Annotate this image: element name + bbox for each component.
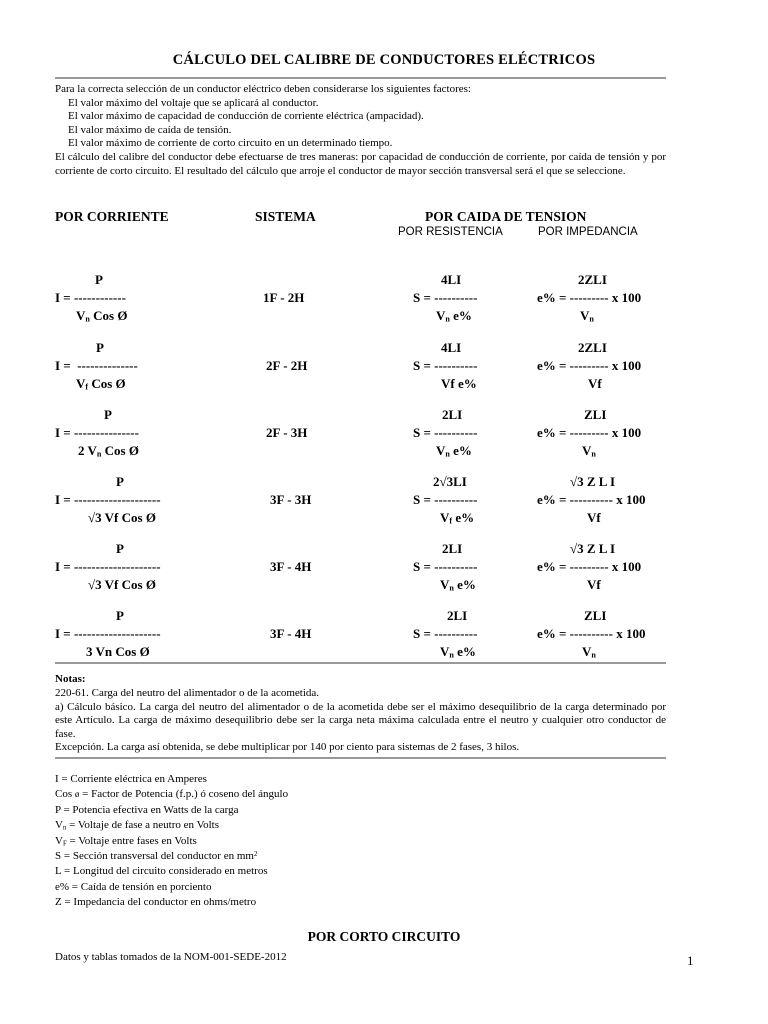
note-line: 220-61. Carga del neutro del alimentador o de la acometida.: [55, 687, 320, 699]
divider-definitions: [55, 757, 666, 759]
sistema-label: 3F - 4H: [270, 559, 312, 574]
resistance-formula-denominator: $V_n$ e%: [436, 308, 472, 324]
impedance-formula-numerator: ZLI: [584, 407, 607, 422]
notes-title: Notas:: [55, 673, 86, 685]
impedance-formula-denominator: Vf: [587, 577, 601, 592]
definition-item: e% = Caída de tensión en porciento: [55, 880, 212, 893]
current-formula-denominator: √3 Vf Cos Ø: [88, 510, 156, 525]
impedance-formula-numerator: √3 Z L I: [570, 541, 616, 556]
resistance-formula-line: S = ----------: [413, 358, 478, 373]
current-formula-line: I = --------------------: [55, 559, 161, 574]
impedance-formula-numerator: ZLI: [584, 608, 607, 623]
resistance-formula-numerator: 4LI: [441, 340, 462, 355]
intro-closing: El cálculo del calibre del conductor debe efectuarse de tres maneras: por capacidad de conducción de corriente, por caída de tensión y por corriente de corto circuito. El resultado del cálculo que arroje el conductor de mayor sección transversal será el que se seleccione.: [55, 150, 666, 177]
intro-section: [55, 83, 666, 178]
resistance-formula-line: S = ----------: [413, 559, 478, 574]
resistance-formula-line: S = ----------: [413, 492, 478, 507]
subheader-por-impedancia: POR IMPEDANCIA: [538, 226, 638, 238]
resistance-formula-denominator: $V_n$ e%: [436, 443, 472, 459]
resistance-formula-numerator: 2LI: [442, 407, 463, 422]
impedance-formula-line: e% = --------- x 100: [537, 559, 642, 574]
current-formula-denominator: 3 Vn Cos Ø: [86, 644, 150, 659]
note-line: Excepción. La carga así obtenida, se debe multiplicar por 140 por ciento para sistemas de 2 fases, 3 hilos.: [55, 741, 520, 754]
current-formula-numerator: P: [104, 407, 112, 422]
resistance-formula-numerator: 4LI: [441, 272, 462, 287]
definition-item: $V_F$ = Voltaje entre fases en Volts: [55, 834, 197, 847]
current-formula-denominator: 2 $V_n$ Cos Ø: [78, 443, 139, 459]
factor-item: El valor máximo de corriente de corto circuito en un determinado tiempo.: [68, 137, 393, 150]
sistema-label: 1F - 2H: [263, 290, 305, 305]
resistance-formula-denominator: $V_n$ e%: [440, 644, 476, 660]
resistance-formula-line: S = ----------: [413, 290, 478, 305]
definition-item: I = Corriente eléctrica en Amperes: [55, 773, 207, 785]
factor-item: El valor máximo del voltaje que se aplicará al conductor.: [68, 96, 319, 109]
sistema-label: 2F - 3H: [266, 425, 308, 440]
definition-item: S = Sección transversal del conductor en $mm^2$: [55, 850, 258, 863]
definition-item: Cos ø = Factor de Potencia (f.p.) ó coseno del ángulo: [55, 788, 289, 801]
current-formula-denominator: $V_f$ Cos Ø: [76, 376, 126, 392]
intro-lead: Para la correcta selección de un conductor eléctrico deben considerarse los siguientes factores:: [55, 83, 471, 95]
factor-item: El valor máximo de caída de tensión.: [68, 123, 232, 136]
impedance-formula-numerator: 2ZLI: [578, 340, 607, 355]
header-sistema: SISTEMA: [255, 209, 316, 224]
subheader-por-resistencia: POR RESISTENCIA: [398, 226, 503, 238]
definition-item: P = Potencia efectiva en Watts de la carga: [55, 803, 239, 816]
current-formula-numerator: P: [116, 608, 124, 623]
page-number: 1: [687, 953, 694, 968]
current-formula-numerator: P: [95, 272, 103, 287]
resistance-formula-line: S = ----------: [413, 626, 478, 641]
resistance-formula-numerator: 2√3LI: [433, 474, 467, 489]
current-formula-line: I = --------------: [55, 358, 138, 373]
impedance-formula-line: e% = --------- x 100: [537, 358, 642, 373]
definitions-list: [55, 772, 288, 911]
impedance-formula-denominator: Vf: [587, 510, 601, 525]
phi-symbol: ø: [74, 789, 80, 800]
current-formula-line: I = --------------------: [55, 626, 161, 641]
divider-top: [55, 77, 666, 79]
resistance-formula-denominator: Vf e%: [441, 376, 477, 391]
current-formula-numerator: P: [116, 541, 124, 556]
current-formula-numerator: P: [116, 474, 124, 489]
sistema-label: 3F - 3H: [270, 492, 312, 507]
resistance-formula-denominator: $V_f$ e%: [440, 510, 475, 526]
section-por-corto-circuito: POR CORTO CIRCUITO: [307, 929, 461, 944]
current-formula-line: I = ---------------: [55, 425, 139, 440]
sistema-label: 2F - 2H: [266, 358, 308, 373]
footer-source: Datos y tablas tomados de la NOM-001-SEDE-2012: [55, 951, 287, 963]
definition-item: L = Longitud del circuito considerado en metros: [55, 865, 268, 878]
page-title: CÁLCULO DEL CALIBRE DE CONDUCTORES ELÉCTRICOS: [172, 52, 596, 68]
definition-item: Z = Impedancia del conductor en ohms/metro: [55, 896, 257, 909]
impedance-formula-line: e% = --------- x 100: [537, 425, 642, 440]
definition-item: $V_n$ = Voltaje de fase a neutro en Volts: [55, 819, 220, 832]
header-por-caida: POR CAIDA DE TENSION: [425, 209, 587, 224]
notes-body: [55, 687, 666, 755]
impedance-formula-denominator: $V_n$: [580, 308, 594, 324]
impedance-formula-line: e% = --------- x 100: [537, 290, 642, 305]
impedance-formula-denominator: $V_n$: [582, 644, 596, 660]
impedance-formula-line: e% = ---------- x 100: [537, 626, 646, 641]
impedance-formula-line: e% = ---------- x 100: [537, 492, 646, 507]
current-formula-denominator: $V_n$ Cos Ø: [76, 308, 128, 324]
impedance-formula-denominator: Vf: [588, 376, 602, 391]
current-formula-line: I = ------------: [55, 290, 126, 305]
impedance-formula-denominator: $V_n$: [582, 443, 596, 459]
resistance-formula-line: S = ----------: [413, 425, 478, 440]
resistance-formula-numerator: 2LI: [447, 608, 468, 623]
sistema-label: 3F - 4H: [270, 626, 312, 641]
note-line: a) Cálculo básico. La carga del neutro del alimentador o de la acometida debe ser el máximo desequilibrio de la carga determinado por este Artículo. La carga de máximo desequilibrio debe ser la carga neta máxima calculada entre el neutro y cualquier otro conductor de fase.: [55, 700, 666, 740]
current-formula-numerator: P: [96, 340, 104, 355]
factor-item: El valor máximo de capacidad de conducción de corriente eléctrica (ampacidad).: [68, 110, 424, 123]
current-formula-denominator: √3 Vf Cos Ø: [88, 577, 156, 592]
resistance-formula-numerator: 2LI: [442, 541, 463, 556]
resistance-formula-denominator: $V_n$ e%: [440, 577, 476, 593]
impedance-formula-numerator: 2ZLI: [578, 272, 607, 287]
impedance-formula-numerator: √3 Z L I: [570, 474, 616, 489]
divider-notes: [55, 662, 666, 664]
current-formula-line: I = --------------------: [55, 492, 161, 507]
header-por-corriente: POR CORRIENTE: [55, 209, 169, 224]
